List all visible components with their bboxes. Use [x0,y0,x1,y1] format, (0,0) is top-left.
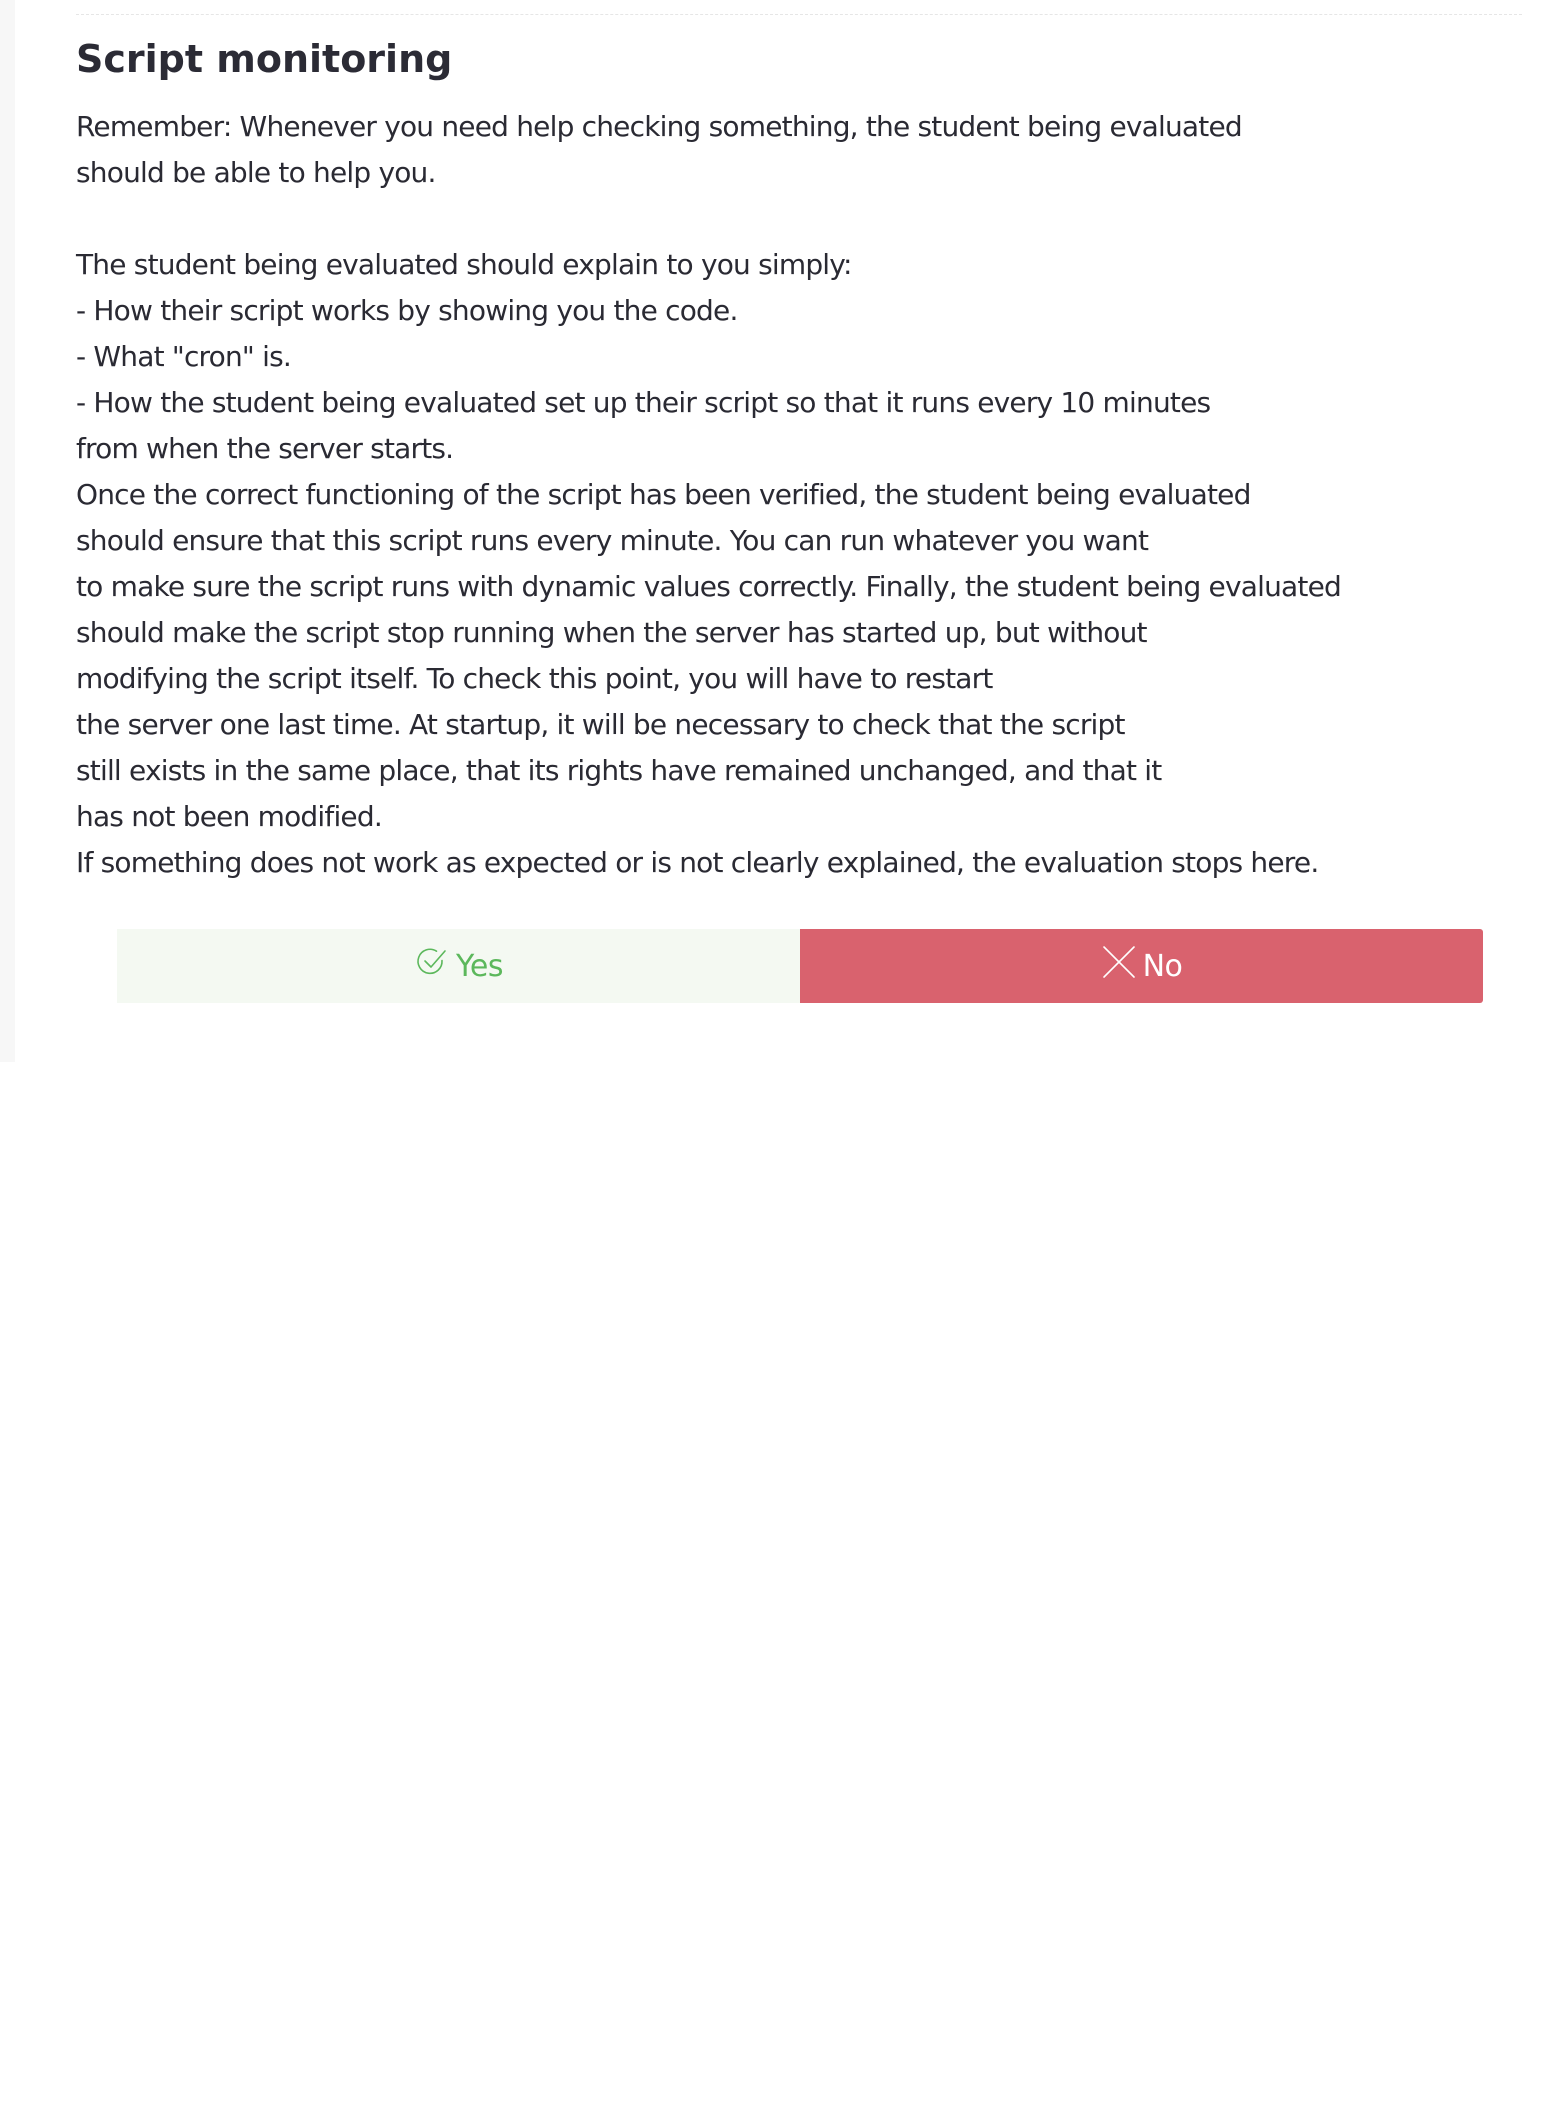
section-divider [76,14,1522,15]
description-line: - How their script works by showing you the code. [76,294,738,327]
description-line: should ensure that this script runs every minute. You can run whatever you want [76,524,1149,557]
close-icon [1101,944,1137,980]
yes-button[interactable] [117,929,800,1003]
no-button[interactable] [800,929,1483,1003]
description-line: has not been modified. [76,800,382,833]
description-line: to make sure the script runs with dynamic values correctly. Finally, the student being evaluated [76,570,1341,603]
description-line: still exists in the same place, that its rights have remained unchanged, and that it [76,754,1162,787]
description-line: - How the student being evaluated set up their script so that it runs every 10 minutes [76,386,1211,419]
description-line: Once the correct functioning of the script has been verified, the student being evaluated [76,478,1251,511]
description-line: should make the script stop running when the server has started up, but without [76,616,1147,649]
no-label: No [1142,948,1183,984]
description-line: from when the server starts. [76,432,454,465]
answer-buttons [117,929,1483,1003]
description-line: Remember: Whenever you need help checking something, the student being evaluated [76,110,1242,143]
section-title: Script monitoring [76,37,453,81]
description-line: - What "cron" is. [76,340,291,373]
description-line: If something does not work as expected or is not clearly explained, the evaluation stops here. [76,846,1319,879]
description-line: should be able to help you. [76,156,436,189]
description-line: modifying the script itself. To check this point, you will have to restart [76,662,993,695]
yes-label: Yes [456,948,503,984]
check-circle-icon [414,944,450,980]
description-line: The student being evaluated should explain to you simply: [76,248,852,281]
section-description [76,104,1366,886]
description-line: the server one last time. At startup, it will be necessary to check that the script [76,708,1125,741]
description-line [76,196,1366,242]
left-rail [0,0,15,1062]
